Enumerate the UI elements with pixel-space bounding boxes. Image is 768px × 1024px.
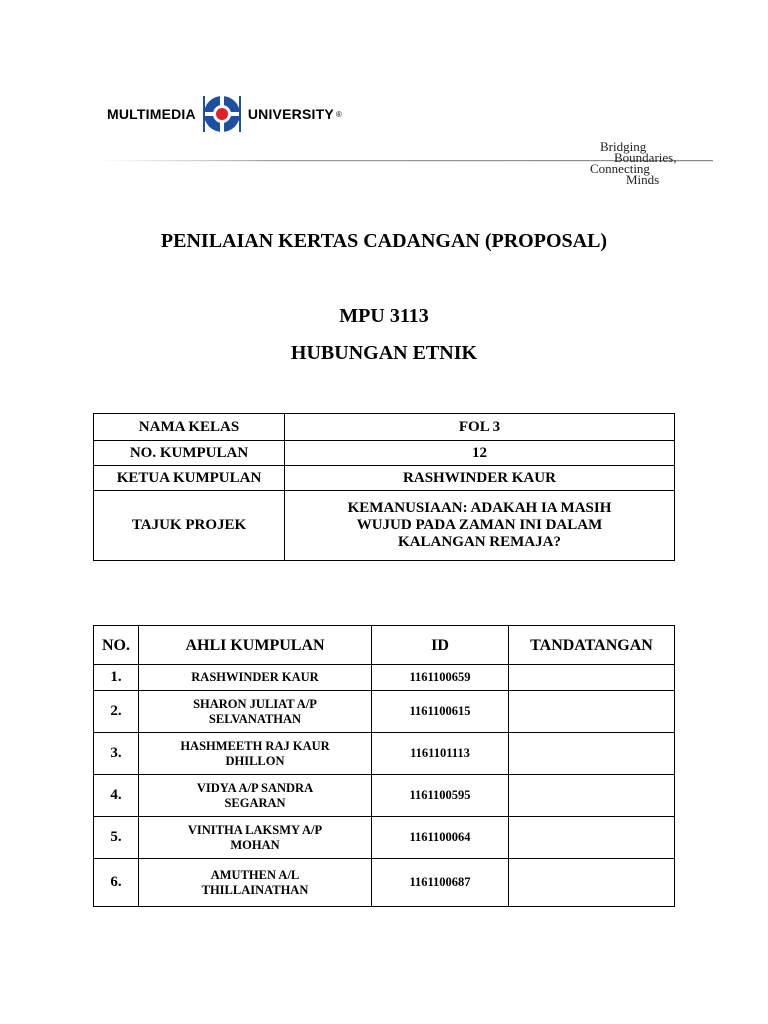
member-id: 1161100615 xyxy=(372,691,509,733)
info-label: KETUA KUMPULAN xyxy=(94,466,285,491)
signature-cell xyxy=(509,775,675,817)
info-row-project-title xyxy=(94,491,675,561)
university-logo xyxy=(107,93,342,135)
table-row xyxy=(94,691,675,733)
table-row xyxy=(94,733,675,775)
logo-right-text: UNIVERSITY xyxy=(247,106,334,122)
group-info-table xyxy=(93,413,675,561)
member-name: VIDYA A/P SANDRA SEGARAN xyxy=(139,775,372,817)
tagline xyxy=(588,138,708,188)
course-code: MPU 3113 xyxy=(339,305,429,327)
tagline-line-3: Connecting xyxy=(590,161,650,176)
info-value: 12 xyxy=(285,441,675,466)
info-row-group-no xyxy=(94,441,675,466)
info-label: TAJUK PROJEK xyxy=(94,491,285,561)
table-row xyxy=(94,665,675,691)
tagline-line-4: Minds xyxy=(626,172,660,187)
member-name: HASHMEETH RAJ KAUR DHILLON xyxy=(139,733,372,775)
member-id: 1161100687 xyxy=(372,859,509,907)
signature-cell xyxy=(509,665,675,691)
members-table xyxy=(93,625,675,907)
info-row-class xyxy=(94,414,675,441)
row-number: 2. xyxy=(94,691,139,733)
row-number: 6. xyxy=(94,859,139,907)
row-number: 1. xyxy=(94,665,139,691)
info-label: NAMA KELAS xyxy=(94,414,285,441)
info-row-leader xyxy=(94,466,675,491)
course-name: HUBUNGAN ETNIK xyxy=(290,342,478,364)
member-id: 1161100659 xyxy=(372,665,509,691)
member-name: AMUTHEN A/L THILLAINATHAN xyxy=(139,859,372,907)
members-header-row xyxy=(94,626,675,665)
mmu-logo-icon xyxy=(200,93,244,135)
registered-mark: ® xyxy=(335,109,342,119)
table-row xyxy=(94,859,675,907)
table-row xyxy=(94,775,675,817)
info-value: RASHWINDER KAUR xyxy=(285,466,675,491)
member-name: RASHWINDER KAUR xyxy=(139,665,372,691)
tagline-line-1: Bridging xyxy=(600,139,647,154)
info-value: FOL 3 xyxy=(285,414,675,441)
signature-cell xyxy=(509,817,675,859)
signature-cell xyxy=(509,859,675,907)
signature-cell xyxy=(509,733,675,775)
row-number: 5. xyxy=(94,817,139,859)
header-member: AHLI KUMPULAN xyxy=(139,626,372,665)
member-id: 1161101113 xyxy=(372,733,509,775)
signature-cell xyxy=(509,691,675,733)
member-name: VINITHA LAKSMY A/P MOHAN xyxy=(139,817,372,859)
member-name: SHARON JULIAT A/P SELVANATHAN xyxy=(139,691,372,733)
member-id: 1161100064 xyxy=(372,817,509,859)
header-signature: TANDATANGAN xyxy=(509,626,675,665)
row-number: 4. xyxy=(94,775,139,817)
table-row xyxy=(94,817,675,859)
header-no: NO. xyxy=(94,626,139,665)
header-id: ID xyxy=(372,626,509,665)
logo-left-text: MULTIMEDIA xyxy=(107,106,196,122)
member-id: 1161100595 xyxy=(372,775,509,817)
row-number: 3. xyxy=(94,733,139,775)
tagline-line-2: Boundaries, xyxy=(614,150,677,165)
info-value: KEMANUSIAAN: ADAKAH IA MASIH WUJUD PADA ZAMAN INI DALAM KALANGAN REMAJA? xyxy=(285,491,675,561)
info-label: NO. KUMPULAN xyxy=(94,441,285,466)
document-title: PENILAIAN KERTAS CADANGAN (PROPOSAL) xyxy=(160,230,608,252)
